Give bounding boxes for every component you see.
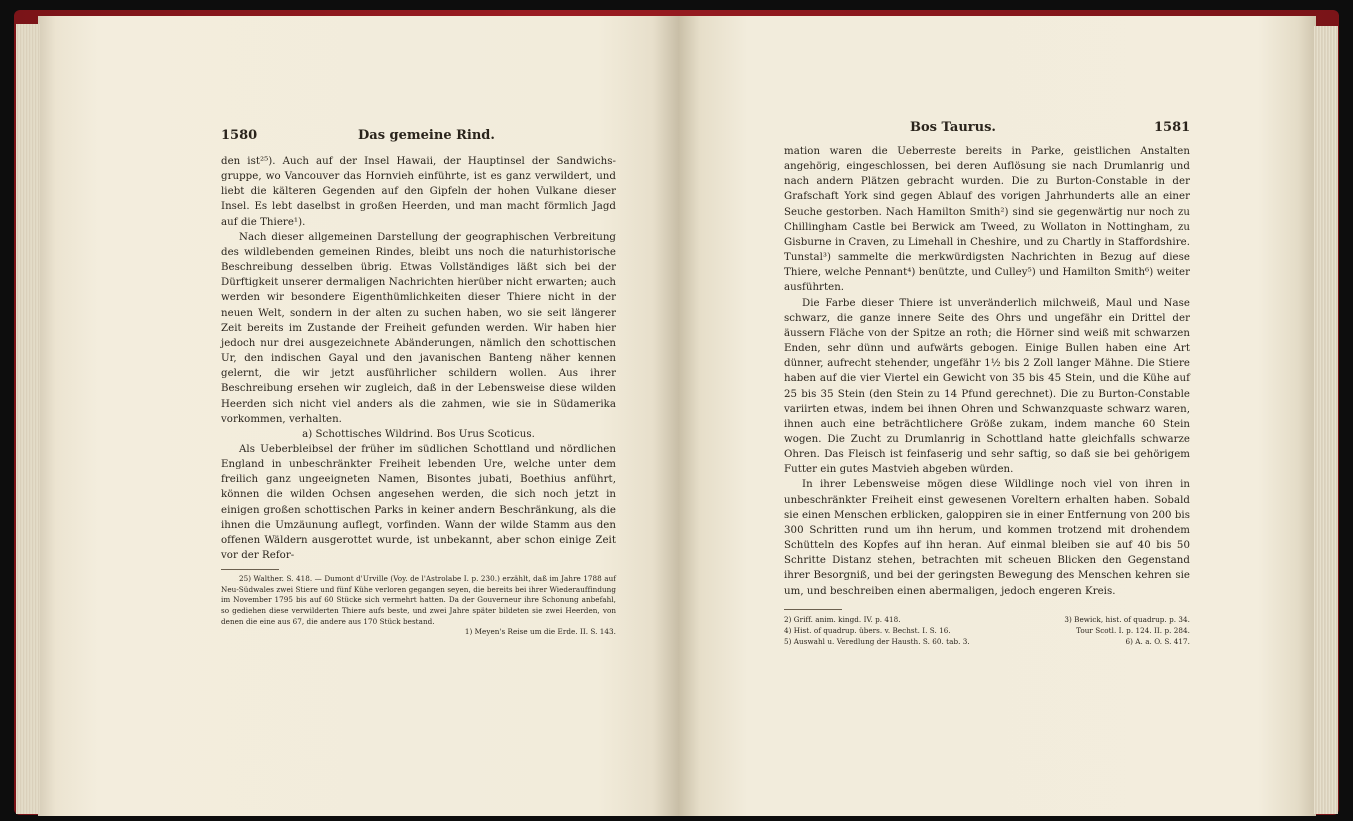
footnote: 5) Auswahl u. Veredlung der Hausth. S. 60. tab. 3.: [784, 636, 970, 646]
footnote: Tour Scotl. I. p. 124. II. p. 284.: [1076, 625, 1190, 635]
footnote: 1) Meyen's Reise um die Erde. II. S. 143.: [464, 627, 616, 637]
page-edges-right: [1314, 26, 1338, 814]
right-page: [678, 16, 1316, 816]
footnote-row: [784, 636, 1190, 647]
paragraph: Nach dieser allgemeinen Darstellung der geographischen Verbreitung des wildlebenden gemeinen Rindes, bleibt uns noch die naturhistorische Beschreibung desselben übrig. Etwas Vollständiges läßt sich bei der Dürftigkeit unserer dermaligen Nachrichten hierüber nicht erwarten; auch werden wir besondere Eigenthümlichkeiten dieser Thiere nicht in der neuen Welt, sondern in der alten zu suchen haben, wo sie seit längerer Zeit bereits im Zustande der Freiheit gefunden werden. Wir haben hier jedoch nur drei ausgezeichnete Abänderungen, nämlich den schottischen Ur, den indischen Gayal und den javanischen Banteng näher kennen gelernt, die wir jetzt ausführlicher schildern wollen. Aus ihrer Beschreibung ersehen wir zugleich, daß in der Lebensweise diese wilden Heerden sich nicht viel anders als die zahmen, wie sie in Südamerika vorkommen, verhalten.: [221, 231, 616, 425]
running-head-right: Bos Taurus.: [910, 120, 996, 135]
page-number-left: 1580: [221, 128, 258, 143]
page-number-right: 1581: [1154, 120, 1191, 135]
paragraph: den ist²⁵). Auch auf der Insel Hawaii, der Hauptinsel der Sandwichs-gruppe, wo Vancouver das Hornvieh einführte, ist es ganz verwildert, und liebt die kälteren Gegenden auf den Gipfeln der hohen Vulkane dieser Insel. Es lebt daselbst in großen Heerden, und man macht förmlich Jagd auf die Thiere¹).: [221, 156, 616, 228]
right-page-body: [784, 144, 1190, 647]
footnote: 25) Walther. S. 418. — Dumont d'Urville (Voy. de l'Astrolabe I. p. 230.) erzählt, daß im Jahre 1788 auf Neu-Südwales zwei Stiere und fünf Kühe verloren gegangen seyen, die bereits bei ihrer Wiederauffindung im November 1795 bis auf 60 Stücke sich vermehrt hatten. Da der Gouverneur ihre Schonung anbefahl, so gediehen diese verwilderten Thiere aufs beste, und zwei Jahre später bildeten sie zwei Heerden, von denen die eine aus 67, die andere aus 170 Stück bestand.: [221, 574, 616, 626]
page-edges-left: [16, 24, 40, 814]
footnote-rule: [221, 569, 279, 570]
footnote: 2) Griff. anim. kingd. IV. p. 418.: [784, 614, 901, 624]
footnote: 6) A. a. O. S. 417.: [1125, 636, 1190, 646]
section-heading: a) Schottisches Wildrind. Bos Urus Scoticus.: [302, 428, 535, 440]
open-book: [38, 16, 1316, 816]
paragraph: mation waren die Ueberreste bereits in Parke, geistlichen Anstalten angehörig, eingeschlossen, bei deren Auflösung sie nach Drumlanrig und nach andern Plätzen gebracht wurden. Die zu Burton-Constable in der Grafschaft York sind gegen Ablauf des vorigen Jahrhunderts alle an einer Seuche gestorben. Nach Hamilton Smith²) sind sie gegenwärtig nur noch zu Chillingham Castle bei Berwick am Tweed, zu Wollaton in Nottingham, zu Gisburne in Craven, zu Limehall in Cheshire, und zu Chartly in Staffordshire. Tunstal³) sammelte die merkwürdigsten Nachrichten in Bezug auf diese Thiere, welche Pennant⁴) benützte, und Culley⁵) und Hamilton Smith⁶) weiter ausführten.: [784, 146, 1190, 294]
footnote: 4) Hist. of quadrup. übers. v. Bechst. I. S. 16.: [784, 625, 951, 635]
footnote-row: [784, 625, 1190, 636]
paragraph: In ihrer Lebensweise mögen diese Wildlinge noch viel von ihren in unbeschränkter Freiheit einst gewesenen Voreltern erhalten haben. Sobald sie einen Menschen erblicken, galoppiren sie in einer Entfernung von 200 bis 300 Schritten rund um ihn herum, und kommen trotzend mit drohendem Schütteln des Kopfes auf ihn heran. Auf einmal bleiben sie auf 40 bis 50 Schritte Distanz stehen, betrachten mit scheuen Blicken den Gegenstand ihrer Besorgniß, und bei der geringsten Bewegung des Menschen kehren sie um, und beschreiben einen abermaligen, jedoch engeren Kreis.: [784, 479, 1190, 597]
left-page: [38, 16, 678, 816]
running-head-left: Das gemeine Rind.: [358, 128, 495, 143]
footnote-rule: [784, 609, 842, 610]
left-page-body: [221, 154, 616, 638]
paragraph: Die Farbe dieser Thiere ist unveränderlich milchweiß, Maul und Nase schwarz, die ganze innere Seite des Ohrs und ungefähr ein Drittel der äussern Fläche von der Spitze an roth; die Hörner sind weiß mit schwarzen Enden, sehr dünn und aufwärts gebogen. Einige Bullen haben eine Art dünner, aufrecht stehender, ungefähr 1½ bis 2 Zoll langer Mähne. Die Stiere haben auf die vier Viertel ein Gewicht von 35 bis 45 Stein, und die Kühe auf 25 bis 35 Stein (den Stein zu 14 Pfund gerechnet). Die zu Burton-Constable variirten etwas, indem bei ihnen Ohren und Schwanzquaste schwarz waren, ihnen auch eine beträchtlichere Größe zukam, indem manche 60 Stein wogen. Die Zucht zu Drumlanrig in Schottland hatte gleichfalls schwarze Ohren. Das Fleisch ist feinfaserig und sehr saftig, so daß sie bei gehörigem Futter ein gutes Mastvieh abgeben würden.: [784, 297, 1190, 476]
footnote-row: [784, 614, 1190, 625]
footnote: 3) Bewick, hist. of quadrup. p. 34.: [1064, 614, 1190, 624]
paragraph: Als Ueberbleibsel der früher im südlichen Schottland und nördlichen England in unbeschränkter Freiheit lebenden Ure, welche unter dem freilich ganz ungeeigneten Namen, Bisontes jubati, Boethius anführt, können die wilden Ochsen angesehen werden, die sich noch jetzt in einigen großen schottischen Parks in keiner andern Beschränkung, als die ihnen die Umzäunung auflegt, vorfinden. Wann der wilde Stamm aus den offenen Wäldern ausgerottet wurde, ist unbekannt, aber schon einige Zeit vor der Refor-: [221, 443, 616, 562]
